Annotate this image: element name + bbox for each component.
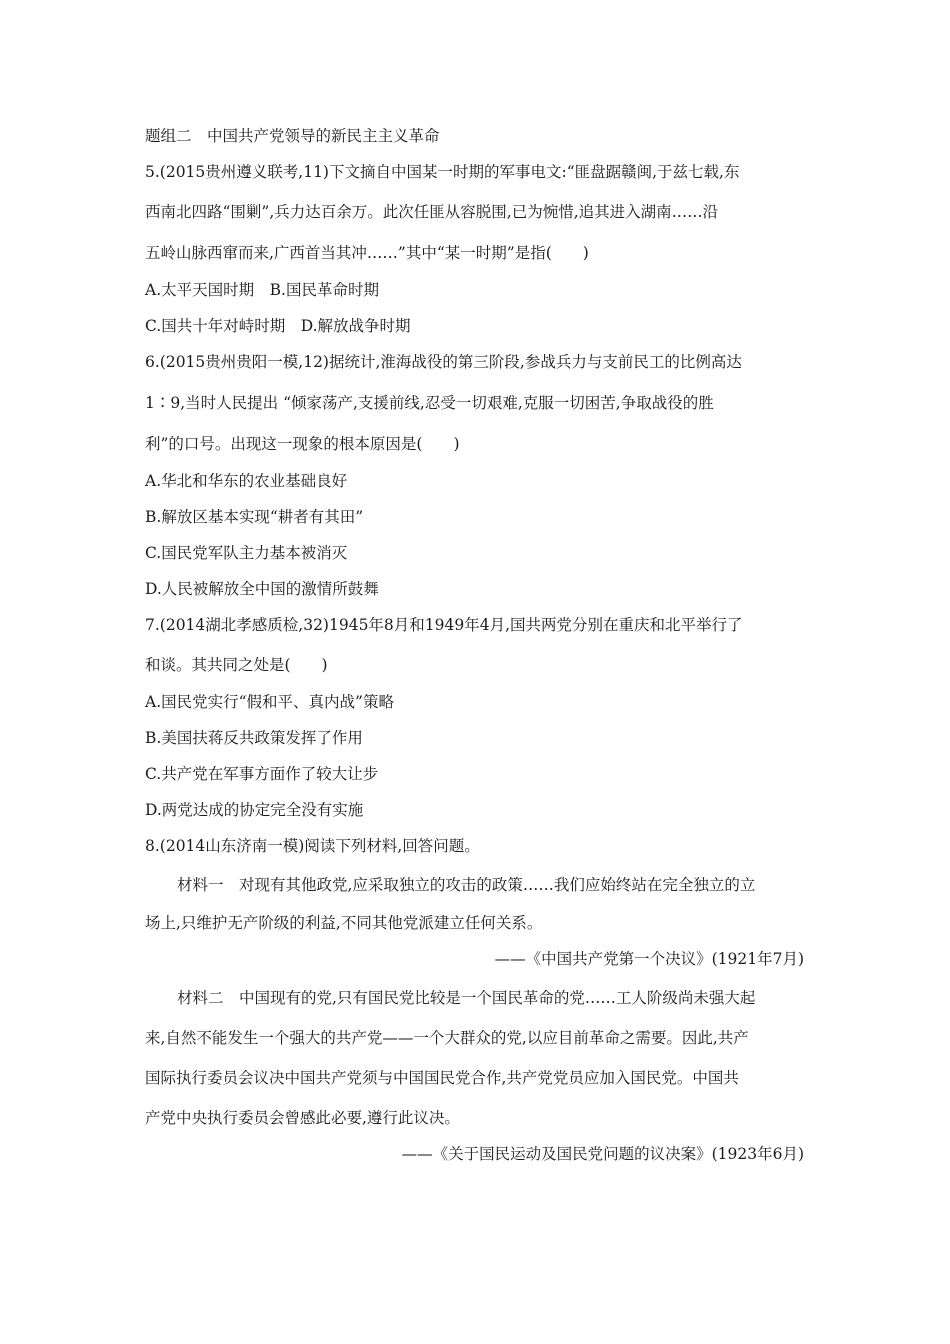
question-5-options-ab: A.太平天国时期 B.国民革命时期 xyxy=(145,281,379,299)
material-1-line-2: 场上,只维护无产阶级的利益,不同其他党派建立任何关系。 xyxy=(145,914,543,932)
material-2-line-4: 产党中央执行委员会曾感此必要,遵行此议决。 xyxy=(145,1109,460,1127)
material-2-line-1: 材料二 中国现有的党,只有国民党比较是一个国民革命的党……工人阶级尚未强大起 xyxy=(177,989,756,1007)
question-6-stem-line-2: 1∶9,当时人民提出 “倾家荡产,支援前线,忍受一切艰难,克服一切困苦,争取战役的胜 xyxy=(145,394,714,412)
material-2-line-3: 国际执行委员会议决中国共产党须与中国国民党合作,共产党党员应加入国民党。中国共 xyxy=(145,1069,739,1087)
question-6-stem-line-1: 6.(2015贵州贵阳一模,12)据统计,淮海战役的第三阶段,参战兵力与支前民工的比例高达 xyxy=(145,353,742,371)
question-5-stem-line-2: 西南北四路“围剿”,兵力达百余万。此次任匪从容脱围,已为惋惜,追其进入湖南……沿 xyxy=(145,203,719,221)
question-6-option-d: D.人民被解放全中国的激情所鼓舞 xyxy=(145,580,379,598)
question-7-stem-line-1: 7.(2014湖北孝感质检,32)1945年8月和1949年4月,国共两党分别在重庆和北平举行了 xyxy=(145,616,743,634)
question-5-stem-line-3: 五岭山脉西窜而来,广西首当其冲……”其中“某一时期”是指( ) xyxy=(145,244,589,262)
material-2-source: ——《关于国民运动及国民党问题的议决案》(1923年6月) xyxy=(401,1145,804,1163)
question-7-option-c: C.共产党在军事方面作了较大让步 xyxy=(145,765,379,783)
question-6-option-c: C.国民党军队主力基本被消灭 xyxy=(145,544,348,562)
material-2-line-2: 来,自然不能发生一个强大的共产党——一个大群众的党,以应目前革命之需要。因此,共产 xyxy=(145,1029,749,1047)
question-7-option-d: D.两党达成的协定完全没有实施 xyxy=(145,801,364,819)
question-6-stem-line-3: 利”的口号。出现这一现象的根本原因是( ) xyxy=(145,435,460,453)
material-1-source: ——《中国共产党第一个决议》(1921年7月) xyxy=(494,950,804,968)
question-6-option-b: B.解放区基本实现“耕者有其田” xyxy=(145,508,364,526)
question-8-stem: 8.(2014山东济南一模)阅读下列材料,回答问题。 xyxy=(145,837,480,855)
section-title: 题组二 中国共产党领导的新民主主义革命 xyxy=(145,127,440,145)
question-7-option-b: B.美国扶蒋反共政策发挥了作用 xyxy=(145,729,363,747)
question-6-option-a: A.华北和华东的农业基础良好 xyxy=(145,472,348,490)
question-7-option-a: A.国民党实行“假和平、真内战”策略 xyxy=(145,693,394,711)
question-7-stem-line-2: 和谈。其共同之处是( ) xyxy=(145,656,328,674)
question-5-stem-line-1: 5.(2015贵州遵义联考,11)下文摘自中国某一时期的军事电文:“匪盘踞赣闽,于兹七载,东 xyxy=(145,163,740,181)
question-5-options-cd: C.国共十年对峙时期 D.解放战争时期 xyxy=(145,317,411,335)
material-1-line-1: 材料一 对现有其他政党,应采取独立的攻击的政策……我们应始终站在完全独立的立 xyxy=(177,876,756,894)
